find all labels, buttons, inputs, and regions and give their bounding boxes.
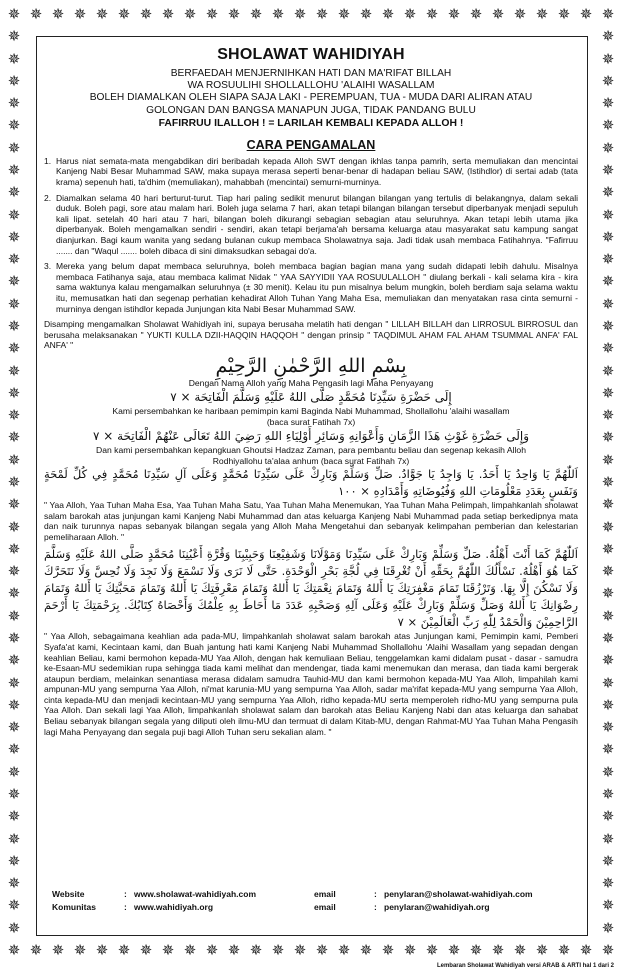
star-ornament-icon: ✵: [601, 919, 615, 937]
star-ornament-icon: ✵: [73, 941, 87, 959]
star-ornament-icon: ✵: [7, 919, 21, 937]
star-ornament-icon: ✵: [7, 339, 21, 357]
footer-row: [52, 901, 572, 914]
star-ornament-icon: ✵: [601, 896, 615, 914]
star-ornament-icon: ✵: [29, 5, 43, 23]
star-ornament-icon: ✵: [7, 317, 21, 335]
star-ornament-icon: ✵: [601, 473, 615, 491]
star-ornament-icon: ✵: [227, 5, 241, 23]
star-ornament-icon: ✵: [601, 518, 615, 536]
star-ornament-icon: ✵: [579, 5, 593, 23]
star-ornament-icon: ✵: [359, 941, 373, 959]
star-ornament-icon: ✵: [557, 5, 571, 23]
translation-2: " Yaa Alloh, sebagaimana keahlian ada pada-MU, limpahkanlah sholawat salam barokah atas Junjungan kami, Pemimpin kami, Pemberi Syafa'at kami, Kecintaan kami, dan Buah jantung hati kami Kanjeng Nabi Muhammad Shollallohu 'Alaihi Wasallam yang sepadan dengan keahlian Beliau, kami bermohon kepada-MU Yaa Alloh, dengan hak kemuliaan Beliau, tenggelamkan kami didalam pusat - dasar - samudra ke-Esaan-MU sedemikian rupa sehingga tiada kami melihat dan mendengar, tiada kami menemukan dan merasa, dan tiada kami bergerak ataupun berdiam, melainkan senantiasa merasa didalam samudra Tauhid-MU dan kami bermohon kepada-MU Yaa Alloh, limpahilah kami ampunan-MU yang sempurna Yaa Alloh, ni'mat karunia-MU yang sempurna Yaa Alloh, sadar ma'rifat kepada-MU yang sempurna Yaa Alloh, cinta kepada-MU dan menjadi kecintaan-MU yang sempurna Yaa Alloh, ridho kepada-MU serta memperoleh ridho-MU yang sempurna pula Yaa Alloh. Dan sekali lagi Yaa Alloh, limpahkanlah sholawat salam dan barokah atas Beliau Kanjeng Nabi dan atas keluarga dan sahabat Beliau sebanyak bilangan segala yang diliputi oleh ilmu-MU dan termuat di dalam Kitab-MU, dengan Rahmat-MU Yaa Tuhan Maha Pengasih lagi Maha Penyayang dan segala puji bagi Alloh Tuhan seru sekalian alam. ": [44, 631, 578, 737]
star-ornament-icon: ✵: [491, 5, 505, 23]
star-ornament-icon: ✵: [579, 941, 593, 959]
email-link[interactable]: penylaran@sholawat-wahidiyah.com: [384, 889, 533, 899]
star-ornament-icon: ✵: [557, 941, 571, 959]
star-ornament-icon: ✵: [601, 384, 615, 402]
star-ornament-icon: ✵: [7, 362, 21, 380]
star-ornament-icon: ✵: [601, 50, 615, 68]
star-ornament-icon: ✵: [51, 5, 65, 23]
star-ornament-icon: ✵: [491, 941, 505, 959]
arabic-line-1: إِلَى حَضْرَةِ سَيِّدِنَا مُحَمَّدٍ صَلَّى اللهُ عَلَيْهِ وَسَلَّمَ الْفَاتِحَة × ٧: [170, 390, 452, 405]
item-number: 1.: [44, 155, 52, 166]
star-ornament-icon: ✵: [7, 272, 21, 290]
intro-paragraph: Disamping mengamalkan Sholawat Wahidiyah ini, supaya berusaha melatih hati dengan " LILLAH BILLAH dan LIRROSUL BIRROSUL dan berusaha melaksanakan " YUKTI KULLA DZII-HAQQIN HAQQOH " dengan prinsip " TAQDIMUL AHAM FAL AHAM TSUMMAL ANFA' FAL ANFA' ": [44, 319, 578, 351]
star-ornament-icon: ✵: [7, 941, 21, 959]
star-ornament-icon: ✵: [447, 5, 461, 23]
star-ornament-icon: ✵: [7, 830, 21, 848]
email-label: email: [314, 889, 336, 899]
bismillah-caption: Dengan Nama Alloh yang Maha Pengasih lagi Maha Penyayang: [188, 377, 434, 388]
star-ornament-icon: ✵: [601, 495, 615, 513]
star-ornament-icon: ✵: [7, 295, 21, 313]
star-ornament-icon: ✵: [7, 250, 21, 268]
star-ornament-icon: ✵: [535, 5, 549, 23]
star-ornament-icon: ✵: [601, 5, 615, 23]
star-ornament-icon: ✵: [7, 518, 21, 536]
star-ornament-icon: ✵: [7, 807, 21, 825]
star-ornament-icon: ✵: [183, 941, 197, 959]
star-ornament-icon: ✵: [601, 785, 615, 803]
star-ornament-icon: ✵: [601, 27, 615, 45]
star-ornament-icon: ✵: [95, 941, 109, 959]
star-ornament-icon: ✵: [601, 584, 615, 602]
colon: :: [374, 889, 377, 899]
arabic-line-2: وَإِلَى حَضْرَةِ غَوْثِ هَذَا الزَّمَانِ وَأَعْوَانِهِ وَسَائِرِ أَوْلِيَاءِ اللهِ رَضِيَ اللهُ تَعَالَى عَنْهُمْ الْفَاتِحَة × ٧: [92, 429, 529, 444]
star-ornament-icon: ✵: [249, 941, 263, 959]
star-ornament-icon: ✵: [7, 384, 21, 402]
star-ornament-icon: ✵: [205, 5, 219, 23]
star-ornament-icon: ✵: [7, 607, 21, 625]
star-ornament-icon: ✵: [117, 5, 131, 23]
subtitle-line: GOLONGAN DAN BANGSA MANAPUN JUGA, TIDAK PANDANG BULU: [146, 104, 476, 116]
star-ornament-icon: ✵: [7, 674, 21, 692]
star-ornament-icon: ✵: [7, 5, 21, 23]
star-ornament-icon: ✵: [381, 941, 395, 959]
star-ornament-icon: ✵: [7, 874, 21, 892]
page-title: SHOLAWAT WAHIDIYAH: [217, 46, 405, 63]
star-ornament-icon: ✵: [7, 852, 21, 870]
star-ornament-icon: ✵: [7, 451, 21, 469]
colon: :: [124, 889, 127, 899]
star-ornament-icon: ✵: [425, 5, 439, 23]
star-ornament-icon: ✵: [601, 718, 615, 736]
star-ornament-icon: ✵: [337, 5, 351, 23]
star-ornament-icon: ✵: [601, 183, 615, 201]
star-ornament-icon: ✵: [601, 428, 615, 446]
star-ornament-icon: ✵: [601, 317, 615, 335]
star-ornament-icon: ✵: [7, 116, 21, 134]
star-ornament-icon: ✵: [513, 5, 527, 23]
star-ornament-icon: ✵: [293, 5, 307, 23]
colon: :: [374, 902, 377, 912]
star-ornament-icon: ✵: [7, 584, 21, 602]
subtitle-line: BOLEH DIAMALKAN OLEH SIAPA SAJA LAKI - PEREMPUAN, TUA - MUDA DARI ALIRAN ATAU: [89, 92, 533, 104]
star-ornament-icon: ✵: [403, 941, 417, 959]
star-ornament-icon: ✵: [139, 5, 153, 23]
footer: [52, 888, 572, 914]
star-ornament-icon: ✵: [601, 562, 615, 580]
bismillah-calligraphy: بِسْمِ اللهِ الرَّحْمٰنِ الرَّحِيْمِ: [215, 354, 407, 377]
list-item: [44, 193, 578, 257]
item-number: 2.: [44, 192, 52, 203]
document-body: [44, 42, 578, 741]
star-ornament-icon: ✵: [227, 941, 241, 959]
caption-2b: Rodhiyallohu ta'alaa anhum (baca surat Fatihah 7x): [212, 455, 410, 466]
star-ornament-icon: ✵: [7, 72, 21, 90]
star-ornament-icon: ✵: [601, 696, 615, 714]
arabic-block-1: اَللّٰهُمَّ يَا وَاحِدُ يَا أَحَدُ. يَا وَاجِدُ يَا جَوَّادُ. صَلِّ وَسَلِّمْ وَبَارِكْ عَلَى سَيِّدِنَا مُحَمَّدٍ وَعَلَى آلِ سَيِّدِنَا مُحَمَّدٍ فِي كُلِّ لَمْحَةٍ وَنَفَسٍ بِعَدَدِ مَعْلُومَاتِ اللهِ وَفُيُوضَاتِهِ وَأَمْدَادِهِ × ١٠٠: [44, 466, 578, 498]
star-ornament-icon: ✵: [51, 941, 65, 959]
star-ornament-icon: ✵: [601, 830, 615, 848]
item-text: Mereka yang belum dapat membaca seluruhnya, boleh membaca bagian bagian mana yang sudah didapati lebih dahulu. Misalnya membaca Fatihanya saja, atau membaca kalimat Nidak " YAA SAYYIDII YAA ROSUULALLOH " diulang berkali - kali selama kira - kira sama waktunya kalau mengamalkan seluruhnya (± 30 menit). Kelau itu pun misalnya belum mungkin, boleh berdiam saja selama waktu itu, memusatkan hati dan segenap perhatian kehadirat Alloh Tuhan Yang Maha Esa, memuliakan dan menyatakan rasa cinta semurni - murninya dengan istihdlor kepada Junjungan kita Nabi Besar Muhammad SAW.: [56, 261, 578, 314]
star-ornament-icon: ✵: [381, 5, 395, 23]
star-ornament-icon: ✵: [7, 740, 21, 758]
star-ornament-icon: ✵: [601, 228, 615, 246]
tagline: FAFIRRUU ILALLOH ! = LARILAH KEMBALI KEPADA ALLOH !: [158, 117, 464, 129]
star-ornament-icon: ✵: [601, 674, 615, 692]
star-ornament-icon: ✵: [161, 5, 175, 23]
star-ornament-icon: ✵: [601, 607, 615, 625]
star-ornament-icon: ✵: [601, 139, 615, 157]
star-ornament-icon: ✵: [601, 651, 615, 669]
section-title: CARA PENGAMALAN: [246, 137, 376, 152]
star-ornament-icon: ✵: [7, 228, 21, 246]
star-ornament-icon: ✵: [601, 740, 615, 758]
star-ornament-icon: ✵: [29, 941, 43, 959]
star-ornament-icon: ✵: [7, 896, 21, 914]
star-ornament-icon: ✵: [7, 428, 21, 446]
star-ornament-icon: ✵: [601, 362, 615, 380]
star-ornament-icon: ✵: [601, 116, 615, 134]
komunitas-label: Komunitas: [52, 902, 96, 912]
star-ornament-icon: ✵: [7, 161, 21, 179]
star-ornament-icon: ✵: [315, 941, 329, 959]
star-ornament-icon: ✵: [315, 5, 329, 23]
star-ornament-icon: ✵: [601, 807, 615, 825]
star-ornament-icon: ✵: [7, 763, 21, 781]
website-link[interactable]: www.sholawat-wahidiyah.com: [134, 889, 257, 899]
star-ornament-icon: ✵: [601, 72, 615, 90]
star-ornament-icon: ✵: [425, 941, 439, 959]
star-ornament-icon: ✵: [601, 540, 615, 558]
list-item: [44, 156, 578, 188]
star-ornament-icon: ✵: [73, 5, 87, 23]
list-item: [44, 261, 578, 314]
star-ornament-icon: ✵: [271, 941, 285, 959]
star-ornament-icon: ✵: [601, 852, 615, 870]
star-ornament-icon: ✵: [7, 94, 21, 112]
website-label: Website: [52, 889, 85, 899]
star-ornament-icon: ✵: [7, 50, 21, 68]
star-ornament-icon: ✵: [601, 763, 615, 781]
star-ornament-icon: ✵: [7, 785, 21, 803]
star-ornament-icon: ✵: [183, 5, 197, 23]
star-ornament-icon: ✵: [205, 941, 219, 959]
page-note: Lembaran Sholawat Wahidiyah versi ARAB & ARTI hal 1 dari 2: [436, 963, 614, 969]
colon: :: [124, 902, 127, 912]
star-ornament-icon: ✵: [95, 5, 109, 23]
star-ornament-icon: ✵: [601, 161, 615, 179]
star-ornament-icon: ✵: [7, 27, 21, 45]
caption-2: Dan kami persembahkan kepangkuan Ghoutsi Hadzaz Zaman, para pembantu beliau dan segenap kekasih Alloh: [96, 445, 526, 456]
star-ornament-icon: ✵: [601, 272, 615, 290]
item-text: Harus niat semata-mata mengabdikan diri beribadah kepada Alloh SWT dengan ikhlas tanpa pamrih, serta memuliakan dan mencintai Kanjeng Nabi Besar Muhammad SAW, maka supaya merasa seperti benar-benar di hadapan beliau SAW, (Istihdlor) di sertai adab (tata krama) sepenuh hati, ta'dhim (memuliakan), mahabbah (mencintai) semurni-murninya.: [56, 155, 578, 187]
star-ornament-icon: ✵: [535, 941, 549, 959]
star-ornament-icon: ✵: [139, 941, 153, 959]
email-link[interactable]: penylaran@wahidiyah.org: [384, 902, 490, 912]
star-ornament-icon: ✵: [7, 473, 21, 491]
star-ornament-icon: ✵: [601, 629, 615, 647]
star-ornament-icon: ✵: [601, 406, 615, 424]
star-ornament-icon: ✵: [601, 339, 615, 357]
star-ornament-icon: ✵: [117, 941, 131, 959]
item-number: 3.: [44, 261, 52, 272]
star-ornament-icon: ✵: [7, 696, 21, 714]
star-ornament-icon: ✵: [601, 206, 615, 224]
star-ornament-icon: ✵: [337, 941, 351, 959]
star-ornament-icon: ✵: [293, 941, 307, 959]
komunitas-link[interactable]: www.wahidiyah.org: [134, 902, 214, 912]
star-ornament-icon: ✵: [249, 5, 263, 23]
email-label: email: [314, 902, 336, 912]
star-ornament-icon: ✵: [7, 495, 21, 513]
star-ornament-icon: ✵: [513, 941, 527, 959]
star-ornament-icon: ✵: [403, 5, 417, 23]
star-ornament-icon: ✵: [601, 451, 615, 469]
subtitle-line: WA ROSUULIHI SHOLLALLOHU 'ALAIHI WASALLAM: [187, 80, 435, 92]
star-ornament-icon: ✵: [7, 206, 21, 224]
translation-1: " Yaa Alloh, Yaa Tuhan Maha Esa, Yaa Tuhan Maha Satu, Yaa Tuhan Maha Menemukan, Yaa Tuhan Maha Pelimpah, limpahkanlah sholawat salam barokah atas junjungan kami Kanjeng Nabi Muhammad dan atas keluarga Kanjeng Nabi Muhammad pada setiap berkedipnya mata dan naik turunnya napas sebanyak bilangan segala yang Alloh Maha Mengetahui dan sebanyak kelimpahan pemberian dan kelestarian pemeliharaan Alloh. ": [44, 499, 578, 542]
caption-1: Kami persembahkan ke haribaan pemimpin kami Baginda Nabi Muhammad, Shollallohu 'alaihi wasallam: [112, 406, 510, 417]
star-ornament-icon: ✵: [7, 183, 21, 201]
star-ornament-icon: ✵: [7, 629, 21, 647]
star-ornament-icon: ✵: [469, 5, 483, 23]
star-ornament-icon: ✵: [7, 562, 21, 580]
star-ornament-icon: ✵: [601, 941, 615, 959]
item-text: Diamalkan selama 40 hari berturut-turut. Tiap hari paling sedikit menurut bilangan bilangan yang tertulis di belakangnya, dalam sekali duduk. Boleh pagi, sore atau malam hari. Boleh juga selama 7 hari, akan tetapi bilangan bilangan tersebut diperbanyak menjadi sepuluh kali lipat. setelah 40 hari atau 7 hari, bilangan boleh dikurangi sebagian sebagian atau seluruhnya. Akan tetapi lebih utama jika diperbanyak. Boleh mengamalkan sendiri - sendiri, akan tetapi berjama'ah bersama keluarga atau masyarakat satu kampung sangat dianjurkan. Bagi kaum wanita yang sedang bulanan cukup membaca Sholawatnya saja. Jadi tidak usah membaca Fatihahnya. "Fafirruu ....... dan "Waqul ....... boleh dibaca di sini dimaksudkan sebagai do'a.: [56, 192, 578, 256]
star-ornament-icon: ✵: [271, 5, 285, 23]
star-ornament-icon: ✵: [7, 718, 21, 736]
caption-1b: (baca surat Fatihah 7x): [266, 416, 356, 427]
star-ornament-icon: ✵: [7, 406, 21, 424]
star-ornament-icon: ✵: [359, 5, 373, 23]
star-ornament-icon: ✵: [7, 540, 21, 558]
star-ornament-icon: ✵: [161, 941, 175, 959]
star-ornament-icon: ✵: [601, 874, 615, 892]
arabic-block-2: اَللّٰهُمَّ كَمَا أَنْتَ أَهْلُهُ. صَلِّ وَسَلِّمْ وَبَارِكْ عَلَى سَيِّدِنَا وَمَوْلَانَا وَشَفِيْعِنَا وَحَبِيْبِنَا وَقُرَّةِ أَعْيُنِنَا مُحَمَّدٍ صَلَّى اللهُ عَلَيْهِ وَسَلَّمَ كَمَا هُوَ أَهْلُهُ. نَسْأَلُكَ اللّٰهُمَّ بِحَقِّهِ أَنْ تُغْرِقَنَا فِي لُجَّةِ بَحْرِ الْوَحْدَةِ. حَتَّى لَا نَرَى وَلَا نَسْمَعَ وَلَا نَجِدَ وَلَا نُحِسَّ وَلَا نَتَحَرَّكَ وَلَا نَسْكُنَ إِلَّا بِهَا. وَتَرْزُقَنَا تَمَامَ مَغْفِرَتِكَ يَا أَللهُ وَتَمَامَ نِعْمَتِكَ يَا أَللهُ وَتَمَامَ مَعْرِفَتِكَ يَا أَللهُ وَتَمَامَ مَحَبَّتِكَ يَا أَللهُ وَتَمَامَ رِضْوَانِكَ يَا أَللهُ وَصَلِّ وَسَلِّمْ وَبَارِكْ عَلَيْهِ وَعَلَى آلِهِ وَصَحْبِهِ عَدَدَ مَا أَحَاطَ بِهِ عِلْمُكَ وَأَحْصَاهُ كِتَابُكَ. بِرَحْمَتِكَ يَا أَرْحَمَ الرَّاحِمِيْنَ وَالْحَمْدُ لِلّٰهِ رَبِّ الْعَالَمِيْنَ × ٧: [44, 547, 578, 630]
star-ornament-icon: ✵: [7, 139, 21, 157]
star-ornament-icon: ✵: [7, 651, 21, 669]
star-ornament-icon: ✵: [601, 94, 615, 112]
star-ornament-icon: ✵: [469, 941, 483, 959]
star-ornament-icon: ✵: [601, 295, 615, 313]
star-ornament-icon: ✵: [447, 941, 461, 959]
subtitle-line: BERFAEDAH MENJERNIHKAN HATI DAN MA'RIFAT BILLAH: [170, 68, 452, 79]
star-ornament-icon: ✵: [601, 250, 615, 268]
footer-row: [52, 888, 572, 901]
